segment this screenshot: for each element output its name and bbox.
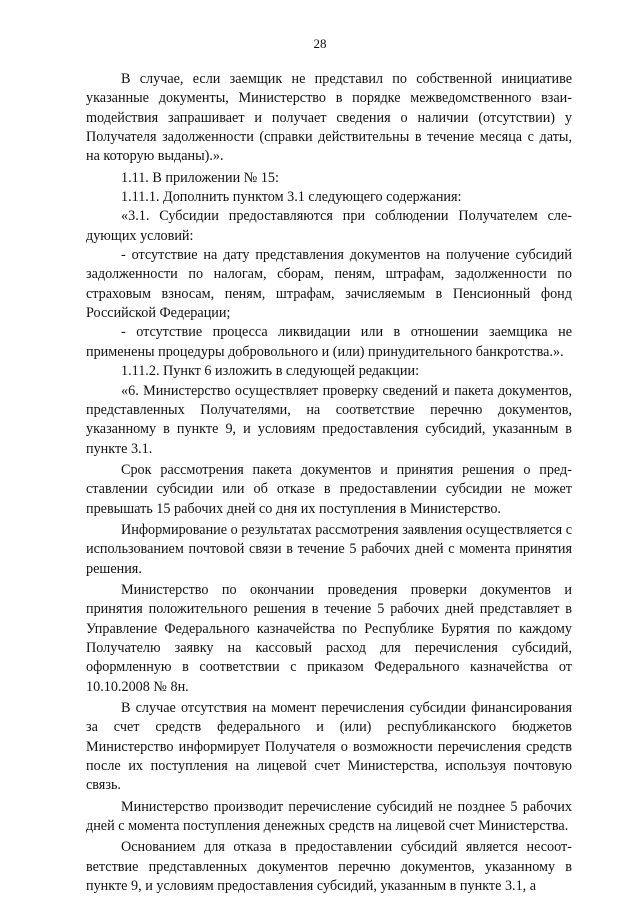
- paragraph-item-3-1: «3.1. Субсидии предоставляются при соблюдении Получателем следующих условий:: [86, 208, 572, 244]
- paragraph-notification: Информирование о результатах рассмотрения заявления осуществляется с использованием почтовой связи в течение 5 рабочих дней с момента принятия решения.: [86, 521, 572, 577]
- paragraph-item-6: «6. Министерство осуществляет проверку сведений и пакета документов, представленных Получателями, на соответствие перечню документов, указанному в пункте 9, и условиям предоставления субсидий, указанным в пункте 3.1.: [86, 382, 572, 457]
- paragraph-condition-no-liquidation: - отсутствие процесса ликвидации или в отношении заемщика не применены процедуры добровольного и (или) принудительного банкротства.».: [86, 324, 572, 360]
- paragraph-item-1-11-2: 1.11.2. Пункт 6 изложить в следующей редакции:: [121, 363, 420, 380]
- paragraph-transfer-deadline: Министерство производит перечисление субсидий не позднее 5 рабочих дней с момента поступления денежных средств на лицевой счет Министерства.: [86, 798, 572, 835]
- paragraph-no-funding: В случае отсутствия на момент перечисления субсидии финансирования за счет средств федерального и (или) республиканского бюджетов Министерство информирует Получателя о возможности перечисления средств после их поступления на лицевой счет Министерства, используя почтовую связь.: [86, 700, 572, 794]
- paragraph-borrower-documents: В случае, если заемщик не представил по собственной инициативе указанные документы, Министерство в порядке межведомственного взаиmодействия запрашивает и получает сведения о наличии (отсутствии) у Получателя задолженности (справки действительны в течение месяца с даты, на которую выданы).».: [86, 71, 572, 165]
- paragraph-treasury-request: Министерство по окончании проведения проверки документов и принятия положительного решения в течение 5 рабочих дней представляет в Управление Федерального казначейства по Республике Бурятия по каждому Получателю заявку на кассовый расход для перечисления субсидий, оформленную в соответствии с приказом Федерального казначейства от 10.10.2008 № 8н.: [86, 581, 572, 695]
- paragraph-item-1-11-1: 1.11.1. Дополнить пунктом 3.1 следующего содержания:: [121, 189, 462, 206]
- document-body: [86, 70, 572, 896]
- paragraph-refusal-grounds: Основанием для отказа в предоставлении субсидий является несоответствие представленных документов перечню документов, указанному в пункте 9, и условиям предоставления субсидий, указанным в пункте 3.1, а: [86, 839, 572, 895]
- paragraph-condition-no-debt: - отсутствие на дату представления документов на получение субсидий задолженности по налогам, сборам, пеням, штрафам, задолженности по страховым взносам, пеням, штрафам, зачисляемым в Пенсионный фонд Российской Федерации;: [86, 247, 572, 322]
- page-number: 28: [313, 36, 327, 51]
- paragraph-appendix-15: 1.11. В приложении № 15:: [121, 169, 279, 186]
- paragraph-review-period: Срок рассмотрения пакета документов и принятия решения о представлении субсидии или об отказе в предоставлении субсидии не может превышать 15 рабочих дней со дня их поступления в Министерство.: [86, 461, 572, 517]
